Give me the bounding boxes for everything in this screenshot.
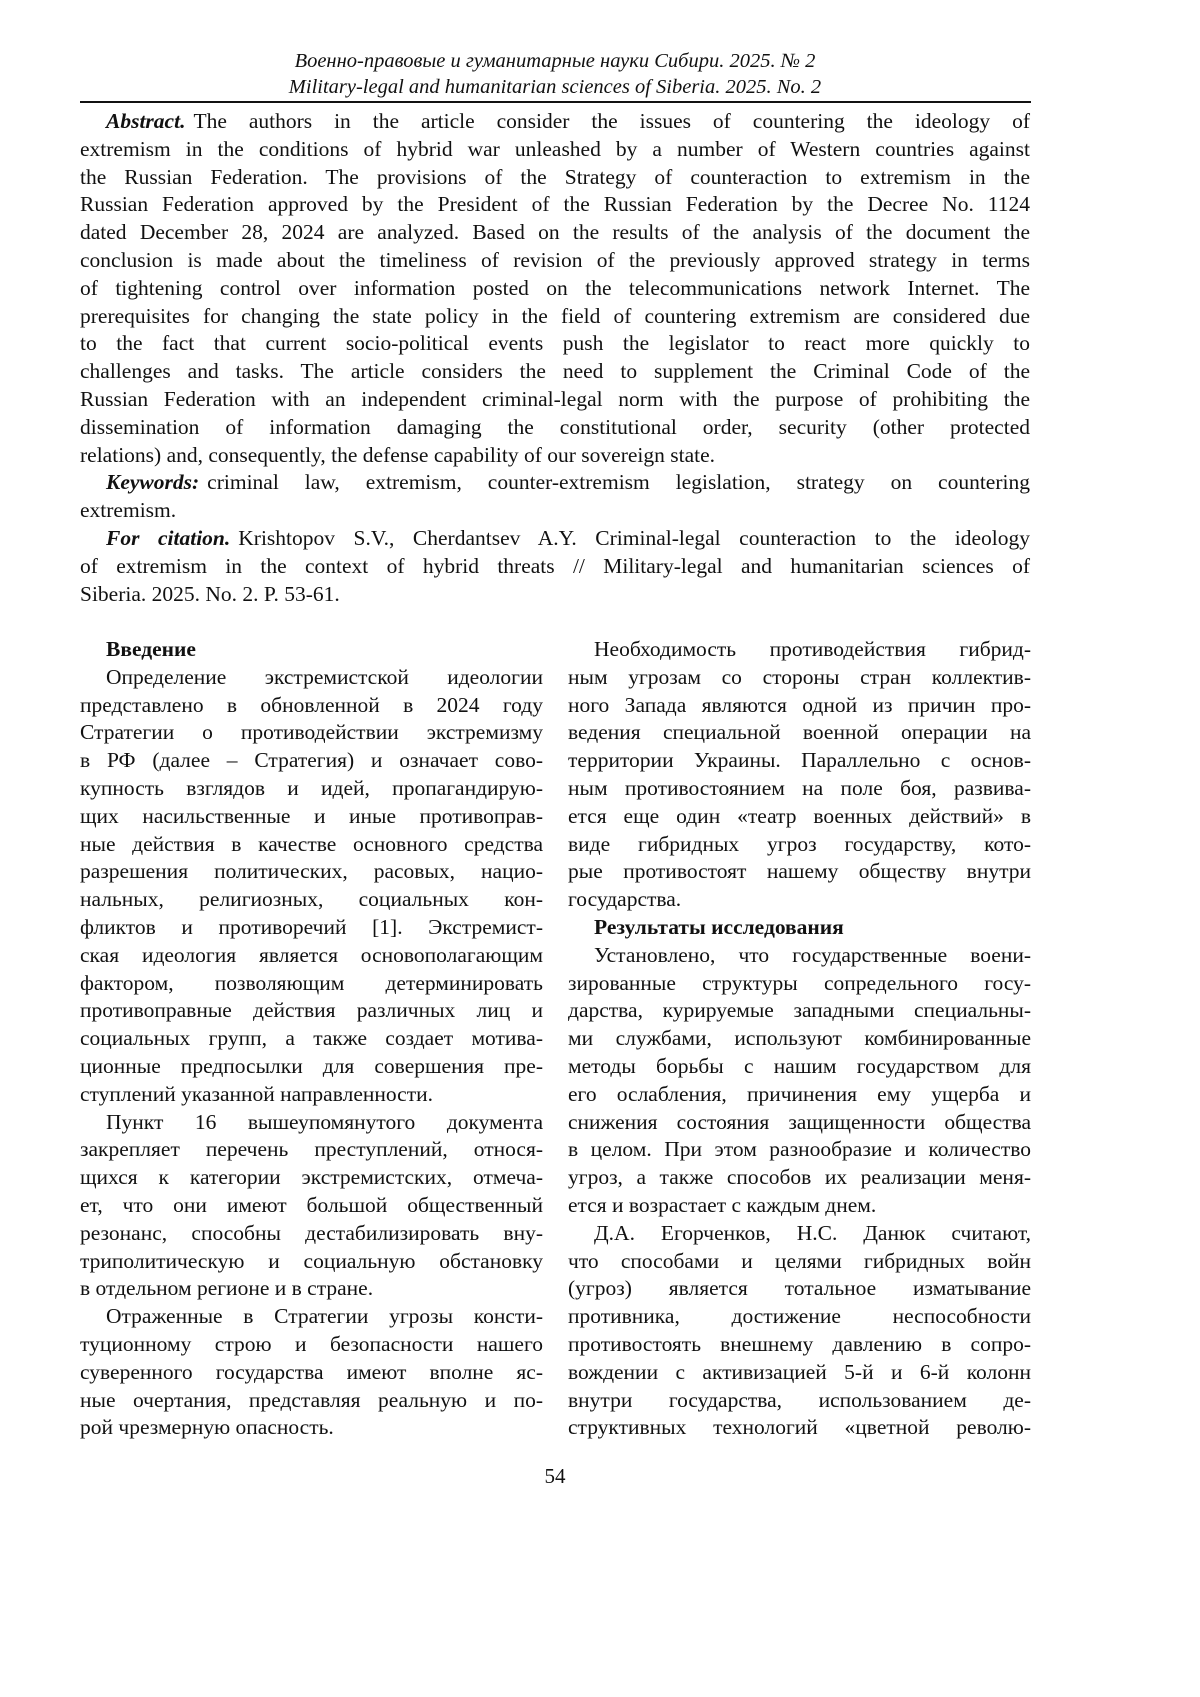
abstract-line: dated December 28, 2024 are analyzed. Based on the results of the analysis of the document the (80, 220, 1030, 245)
paragraph-line: противника, достижение неспособности (568, 1304, 1031, 1329)
paragraph-line: щихся к категории экстремистских, отмеча- (80, 1165, 543, 1190)
paragraph-line: структивных технологий «цветной револю- (568, 1415, 1031, 1440)
paragraph-line: методы борьбы с нашим государством для (568, 1053, 1031, 1078)
paragraph-line: дарства, курируемые западными специальны- (568, 998, 1031, 1023)
paragraph-line: щих насильственные и иные противоправ- (80, 803, 543, 828)
abstract-line: relations) and, consequently, the defense capability of our sovereign state. (80, 442, 716, 467)
paragraph-line: ми службами, используют комбинированные (568, 1026, 1031, 1051)
section-heading-introduction: Введение (106, 637, 196, 661)
abstract-line: to the fact that current socio-political events push the legislator to react more quickly to (80, 331, 1030, 356)
paragraph-line: ет, что они имеют большой общественный (80, 1192, 543, 1217)
citation-line (80, 525, 1030, 553)
journal-title-ru: Военно-правовые и гуманитарные науки Сибири. 2025. № 2 (294, 50, 816, 72)
paragraph-line: ется еще один «театр военных действий» в (568, 803, 1031, 828)
abstract-line: Russian Federation approved by the President of the Russian Federation by the Decree No. 1124 (80, 192, 1030, 217)
paragraph-line: нальных, религиозных, социальных кон- (80, 887, 543, 912)
paragraph-line: снижения состояния защищенности общества (568, 1109, 1031, 1134)
paragraph-line: суверенного государства имеют вполне яс- (80, 1359, 543, 1384)
abstract-line: of tightening control over information posted on the telecommunications network Internet. The (80, 275, 1030, 300)
text: Krishtopov S.V., Cherdantsev A.Y. Criminal-legal counteraction to the ideology (238, 525, 1030, 550)
paragraph-line: закрепляет перечень преступлений, относя- (80, 1137, 543, 1162)
paragraph-line: зированные структуры сопредельного госу- (568, 970, 1031, 995)
label: Abstract. (106, 109, 186, 133)
keywords-line (80, 469, 1030, 497)
paragraph-line: ного Запада являются одной из причин про- (568, 692, 1031, 717)
paragraph-line: триполитическую и социальную обстановку (80, 1248, 543, 1273)
paragraph-line: ведения специальной военной операции на (568, 720, 1031, 745)
paragraph-line: Пункт 16 вышеупомянутого документа (106, 1109, 543, 1134)
paragraph-line: государства. (568, 887, 682, 912)
journal-title-en: Military-legal and humanitarian sciences of Siberia. 2025. No. 2 (288, 76, 822, 98)
paragraph-line: в РФ (далее – Стратегия) и означает сово- (80, 748, 543, 773)
paragraph-line: угроз, а также способов их реализации меня- (568, 1165, 1031, 1190)
paragraph-line: рые противостоят нашему обществу внутри (568, 859, 1031, 884)
abstract-line (80, 108, 1030, 136)
paragraph-line: внутри государства, использованием де- (568, 1387, 1031, 1412)
paragraph-line: ные действия в качестве основного средства (80, 831, 543, 856)
paragraph-line: (угроз) является тотальное изматывание (568, 1276, 1031, 1301)
paragraph-line: рой чрезмерную опасность. (80, 1415, 334, 1440)
paragraph-line: территории Украины. Параллельно с основ- (568, 748, 1031, 773)
header-rule (80, 101, 1031, 103)
paragraph-line: ционные предпосылки для совершения пре- (80, 1053, 543, 1078)
paragraph-line: Отраженные в Стратегии угрозы консти- (106, 1304, 543, 1329)
paragraph-line: противоправные действия различных лиц и (80, 998, 543, 1023)
paragraph-line: купность взглядов и идей, пропагандирую- (80, 775, 543, 800)
paragraph-line: ным угрозам со стороны стран коллектив- (568, 664, 1031, 689)
paragraph-line: разрешения политических, расовых, нацио- (80, 859, 543, 884)
text: The authors in the article consider the issues of countering the ideology of (193, 109, 1030, 133)
left-column (80, 636, 543, 1442)
abstract-section (80, 108, 1030, 608)
paragraph-line: Установлено, что государственные воени- (594, 942, 1031, 967)
abstract-line: conclusion is made about the timeliness of revision of the previously approved strategy in terms (80, 247, 1030, 272)
citation-line: of extremism in the context of hybrid threats // Military-legal and humanitarian sciences of (80, 553, 1030, 578)
paragraph-line: Необходимость противодействия гибрид- (594, 637, 1031, 661)
paragraph-line: социальных групп, а также создает мотива- (80, 1026, 543, 1051)
paragraph-line: резонанс, способны дестабилизировать вну- (80, 1220, 543, 1245)
keywords-line: extremism. (80, 498, 177, 523)
page-number: 54 (544, 1464, 566, 1488)
paragraph-line: Д.А. Егорченков, Н.С. Данюк считают, (594, 1220, 1031, 1245)
abstract-line: dissemination of information damaging the constitutional order, security (other protected (80, 414, 1030, 439)
paragraph-line: ным противостоянием на поле боя, развива- (568, 775, 1031, 800)
paragraph-line: вождении с активизацией 5-й и 6-й колонн (568, 1359, 1031, 1384)
paragraph-line: в целом. При этом разнообразие и количество (568, 1137, 1031, 1162)
abstract-line: the Russian Federation. The provisions of the Strategy of counteraction to extremism in the (80, 164, 1030, 189)
abstract-line: Russian Federation with an independent criminal-legal norm with the purpose of prohibiting the (80, 386, 1030, 411)
right-column (568, 636, 1031, 1442)
label: For citation. (106, 525, 231, 550)
paragraph-line: Стратегии о противодействии экстремизму (80, 720, 543, 745)
paragraph-line: ступлений указанной направленности. (80, 1081, 433, 1106)
abstract-line: challenges and tasks. The article considers the need to supplement the Criminal Code of the (80, 359, 1030, 384)
paragraph-line: виде гибридных угроз государству, кото- (568, 831, 1031, 856)
text: criminal law, extremism, counter-extremism legislation, strategy on countering (207, 470, 1030, 495)
paragraph-line: ные очертания, представляя реальную и по- (80, 1387, 543, 1412)
citation-line: Siberia. 2025. No. 2. P. 53-61. (80, 581, 340, 606)
paragraph-line: фактором, позволяющим детерминировать (80, 970, 543, 995)
paragraph-line: Определение экстремистской идеологии (106, 664, 543, 689)
section-heading-results: Результаты исследования (594, 914, 844, 939)
paragraph-line: противостоять внешнему давлению в сопро- (568, 1331, 1031, 1356)
paragraph-line: фликтов и противоречий [1]. Экстремист- (80, 914, 543, 939)
abstract-line: prerequisites for changing the state policy in the field of countering extremism are considered due (80, 303, 1030, 328)
paragraph-line: ется и возрастает с каждым днем. (568, 1192, 877, 1217)
paragraph-line: его ослабления, причинения ему ущерба и (568, 1081, 1031, 1106)
paragraph-line: что способами и целями гибридных войн (568, 1248, 1031, 1273)
label: Keywords: (106, 470, 200, 495)
paragraph-line: в отдельном регионе и в стране. (80, 1276, 374, 1301)
abstract-line: extremism in the conditions of hybrid war unleashed by a number of Western countries against (80, 136, 1030, 161)
paragraph-line: ская идеология является основополагающим (80, 942, 543, 967)
paragraph-line: туционному строю и безопасности нашего (80, 1331, 543, 1356)
paragraph-line: представлено в обновленной в 2024 году (80, 692, 543, 717)
